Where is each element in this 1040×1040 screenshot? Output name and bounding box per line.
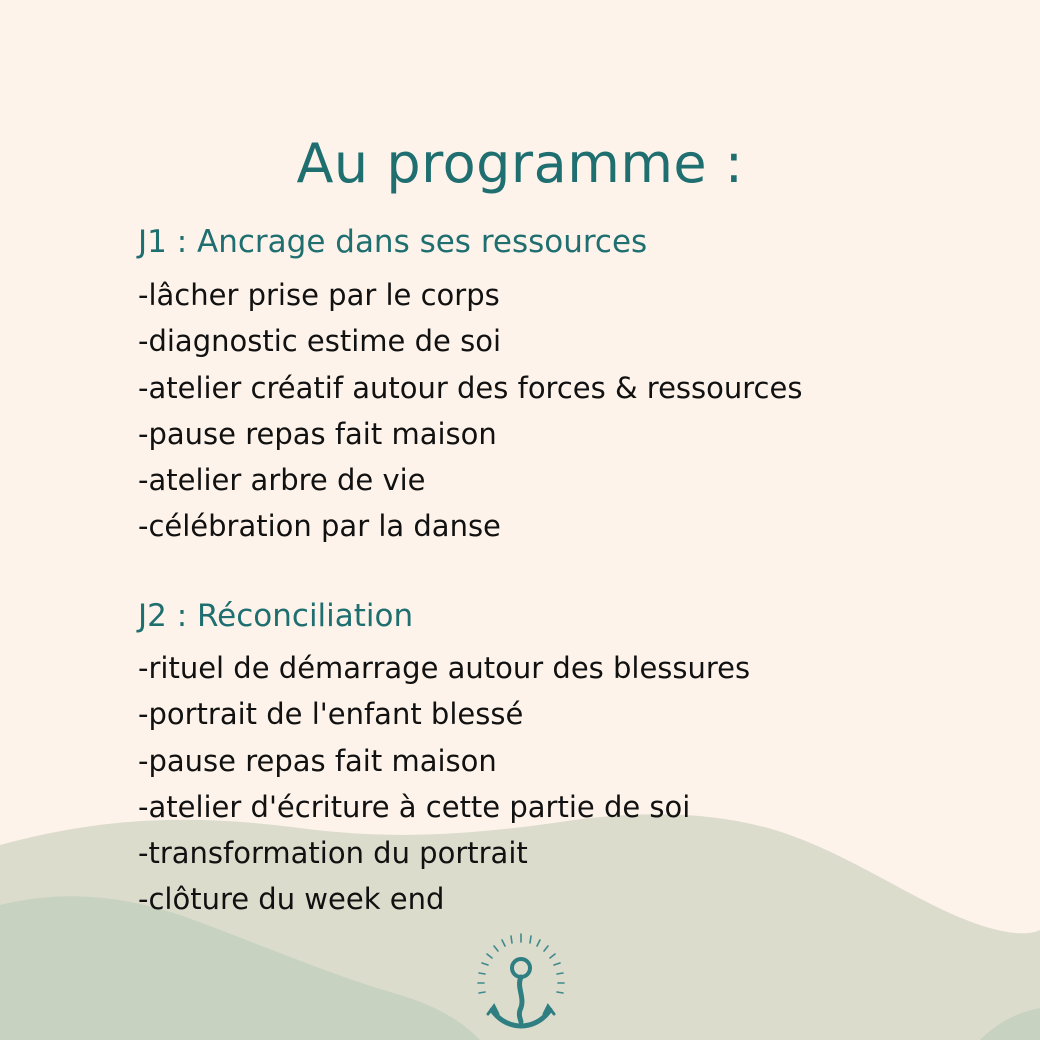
list-item: -atelier d'écriture à cette partie de soi xyxy=(138,789,691,824)
day-1-heading: J1 : Ancrage dans ses ressources xyxy=(138,224,648,260)
list-item: -pause repas fait maison xyxy=(138,743,497,778)
anchor-sun-icon xyxy=(466,930,576,1035)
list-item: -célébration par la danse xyxy=(138,509,501,544)
list-item: -diagnostic estime de soi xyxy=(138,324,501,359)
day-1-list xyxy=(138,272,802,550)
list-item: -pause repas fait maison xyxy=(138,416,497,451)
day-2-heading: J2 : Réconciliation xyxy=(138,598,414,634)
page-title: Au programme : xyxy=(296,132,744,195)
day-2-list xyxy=(138,645,750,923)
list-item: -atelier créatif autour des forces & ressources xyxy=(138,370,803,405)
list-item: -portrait de l'enfant blessé xyxy=(138,697,524,732)
list-item: -transformation du portrait xyxy=(138,836,528,871)
list-item: -atelier arbre de vie xyxy=(138,463,426,498)
list-item: -clôture du week end xyxy=(138,882,445,917)
list-item: -rituel de démarrage autour des blessures xyxy=(138,651,751,685)
list-item: -lâcher prise par le corps xyxy=(138,278,500,312)
